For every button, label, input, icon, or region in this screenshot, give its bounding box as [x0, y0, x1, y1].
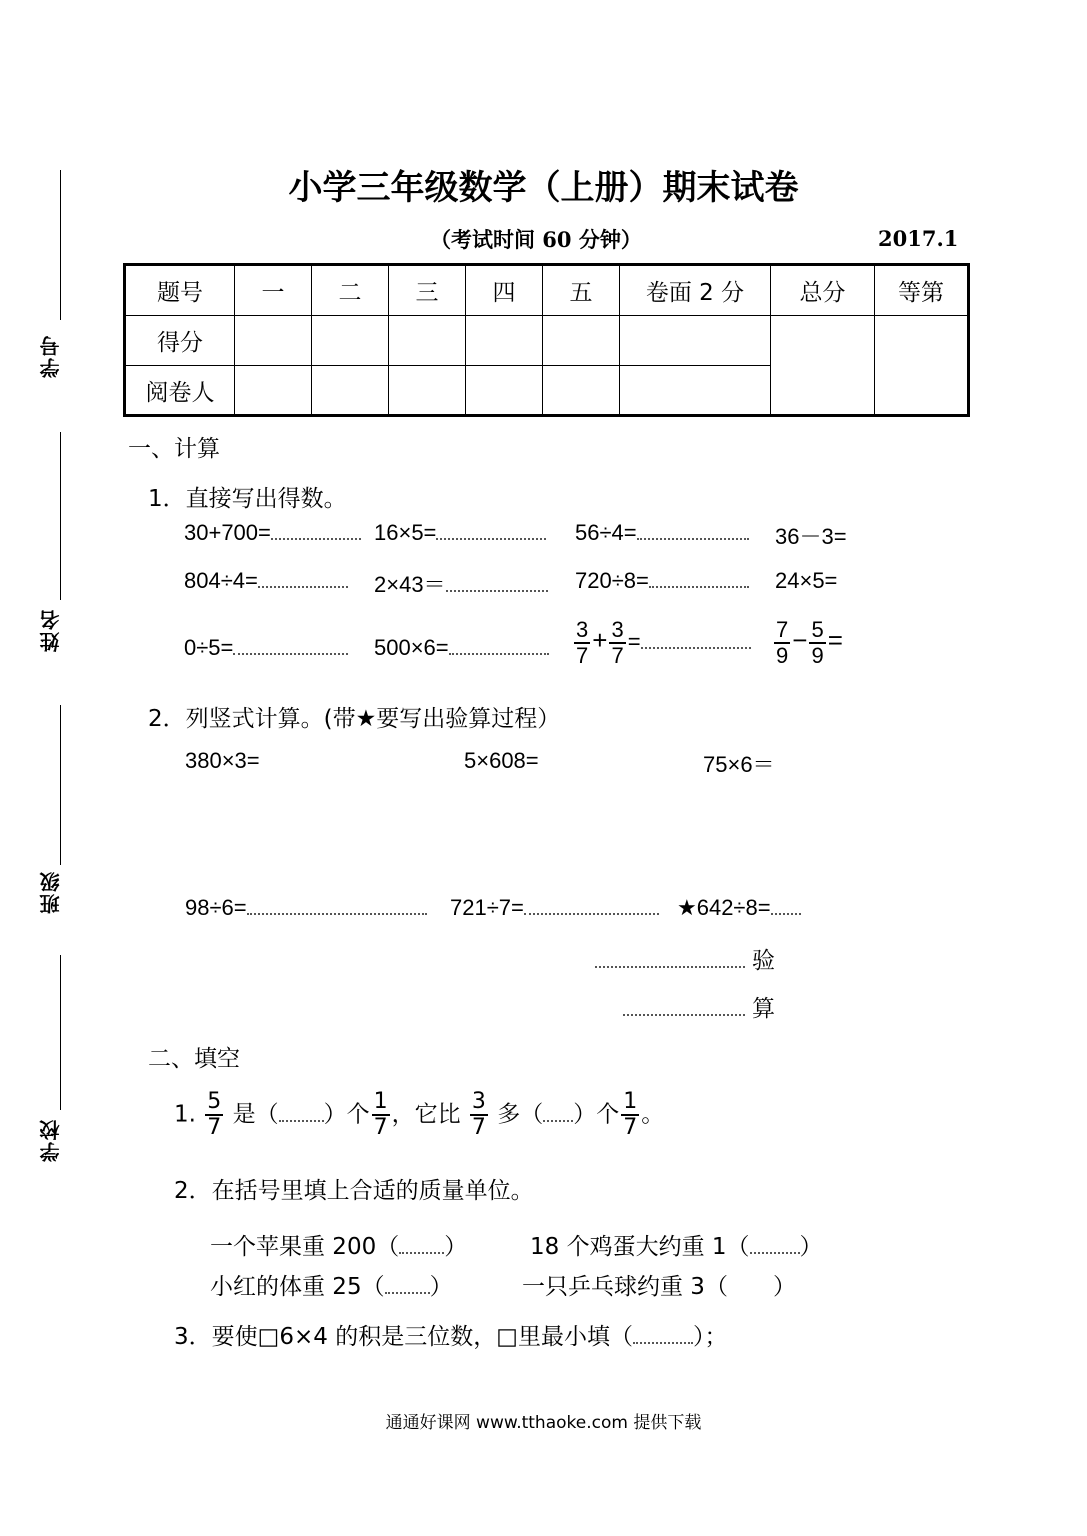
total-score-cell[interactable]	[771, 316, 875, 416]
oral-calc-item: 804÷4=	[184, 568, 348, 594]
score-table	[123, 263, 970, 417]
grader-cell[interactable]	[235, 366, 312, 416]
fraction: $\frac{3}{7}$	[576, 617, 589, 668]
grader-cell[interactable]	[466, 366, 543, 416]
question-label: 1．直接写出得数。	[148, 486, 347, 512]
question-label: 2．列竖式计算。(带★要写出验算过程）	[148, 706, 561, 732]
side-label-xingming: 姓名	[39, 608, 63, 652]
score-cell[interactable]	[312, 316, 389, 366]
footer-credit: 通通好课网 www.tthaoke.com 提供下载	[385, 1413, 702, 1433]
oral-calc-item: 720÷8=	[575, 568, 749, 594]
section-heading: 一、计算	[128, 436, 220, 462]
section-heading: 二、填空	[148, 1046, 240, 1072]
grader-cell[interactable]	[543, 366, 620, 416]
table-row-label: 阅卷人	[125, 366, 235, 416]
fraction: $\frac{1}{7}$	[373, 1089, 388, 1140]
oral-calc-item: 24×5=	[775, 568, 838, 593]
grader-cell[interactable]	[389, 366, 466, 416]
table-header-cell: 等第	[875, 265, 969, 316]
check-label: 算	[752, 996, 775, 1022]
table-header-cell: 总分	[771, 265, 875, 316]
fraction: $\frac{7}{9}$	[776, 617, 789, 668]
fraction: $\frac{3}{7}$	[471, 1089, 486, 1140]
fill-blank-item: 一个苹果重 200（ ）	[210, 1234, 468, 1260]
binding-line-4	[60, 955, 61, 1110]
table-header-cell: 题号	[125, 265, 235, 316]
fraction: $\frac{5}{7}$	[207, 1089, 222, 1140]
vertical-calc-item: 75×6＝	[703, 752, 775, 777]
score-cell[interactable]	[235, 316, 312, 366]
fraction: $\frac{3}{7}$	[611, 617, 624, 668]
fraction-calc-item: $\frac{7}{9}$ − $\frac{5}{9}$ =	[776, 617, 843, 668]
grader-cell[interactable]	[312, 366, 389, 416]
table-header-cell: 一	[235, 265, 312, 316]
oral-calc-item: 16×5=	[374, 520, 546, 546]
table-header-cell: 四	[466, 265, 543, 316]
fill-blank-item: 小红的体重 25（ ）	[210, 1274, 453, 1300]
vertical-calc-item: 5×608=	[464, 748, 539, 773]
vertical-calc-item: 721÷7=	[450, 895, 659, 921]
exam-date: 2017.1	[878, 226, 959, 251]
oral-calc-item: 36－3=	[775, 524, 847, 549]
table-row-label: 得分	[125, 316, 235, 366]
exam-duration: （考试时间 60 分钟）	[430, 227, 642, 252]
score-cell[interactable]	[620, 316, 771, 366]
side-label-xuehao: 学号	[39, 334, 63, 378]
table-header-cell: 二	[312, 265, 389, 316]
table-header-cell: 五	[543, 265, 620, 316]
fraction-calc-item: $\frac{3}{7}$ + $\frac{3}{7}$ =	[572, 618, 751, 668]
score-cell[interactable]	[389, 316, 466, 366]
oral-calc-item: 500×6=	[374, 635, 549, 661]
table-header-cell: 三	[389, 265, 466, 316]
grader-cell[interactable]	[620, 366, 771, 416]
check-dots	[595, 952, 745, 972]
oral-calc-item: 30+700=	[184, 520, 361, 546]
vertical-calc-item: 380×3=	[185, 748, 260, 773]
fill-blank-item: 一只乒乓球约重 3（ ）	[522, 1274, 796, 1300]
oral-calc-item: 2×43＝	[374, 568, 548, 599]
side-label-xuexiao: 学校	[39, 1118, 63, 1162]
score-cell[interactable]	[466, 316, 543, 366]
oral-calc-item: 56÷4=	[575, 520, 749, 546]
oral-calc-item: 0÷5=	[184, 635, 348, 661]
table-header-cell: 卷面 2 分	[620, 265, 771, 316]
binding-line-3	[60, 705, 61, 865]
fraction: $\frac{5}{9}$	[811, 617, 824, 668]
fill-blank-item: 1. $\frac{5}{7}$ 是（ ）个 $\frac{1}{7}$ ，它比 $\frac{3}{7}$ 多（ ）个 $\frac{1}{7}$ 。	[174, 1089, 665, 1140]
fill-blank-item: 18 个鸡蛋大约重 1（ ）	[530, 1234, 823, 1260]
check-label: 验	[752, 948, 775, 974]
vertical-calc-item: 98÷6=	[185, 895, 427, 921]
fraction: $\frac{1}{7}$	[623, 1089, 638, 1140]
side-label-banji: 班级	[39, 870, 63, 914]
page-title: 小学三年级数学（上册）期末试卷	[288, 168, 799, 208]
score-cell[interactable]	[543, 316, 620, 366]
vertical-calc-item: ★642÷8=	[677, 895, 801, 921]
check-dots	[623, 1000, 745, 1020]
fill-blank-item: 3．要使□6×4 的积是三位数，□里最小填（ ）；	[174, 1324, 728, 1350]
question-label: 2．在括号里填上合适的质量单位。	[174, 1178, 534, 1204]
binding-line-2	[60, 432, 61, 600]
grade-cell[interactable]	[875, 316, 969, 416]
